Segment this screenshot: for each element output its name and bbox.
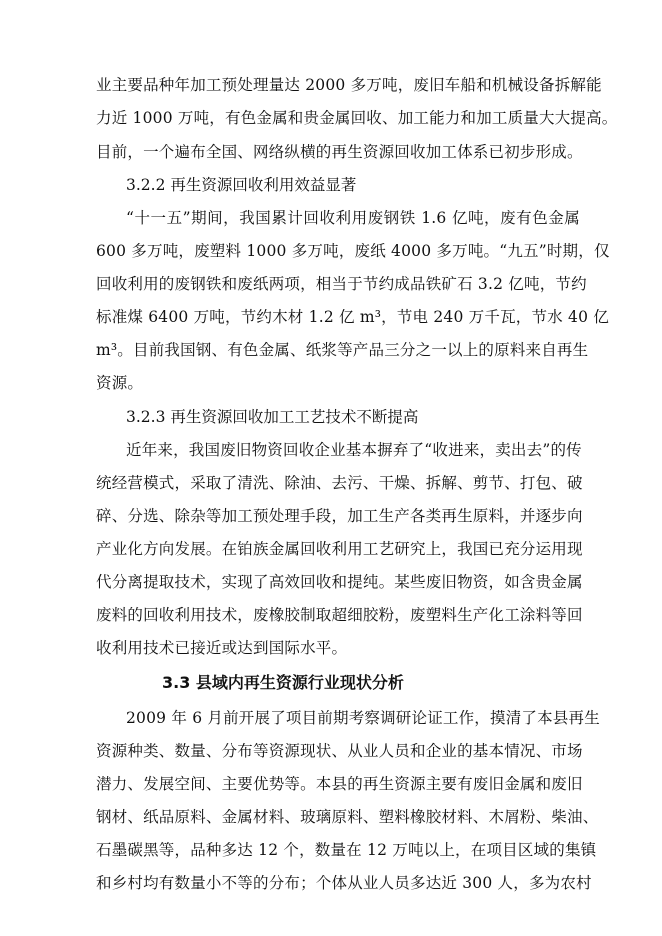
section-heading-3-2-2: 3.2.2 再生资源回收利用效益显著 — [126, 176, 357, 194]
paragraph-3-line-5: 代分离提取技术，实现了高效回收和提纯。某些废旧物资，如含贵金属 — [96, 573, 583, 591]
paragraph-2-line-4: 标准煤 6400 万吨，节约木材 1.2 亿 m³，节电 240 万千瓦，节水 40 亿 — [96, 308, 609, 326]
paragraph-3-line-2: 统经营模式，采取了清洗、除油、去污、干燥、拆解、剪节、打包、破 — [96, 474, 583, 492]
paragraph-4-line-4: 钢材、纸品原料、金属材料、玻璃原料、塑料橡胶材料、木屑粉、柴油、 — [96, 808, 599, 826]
paragraph-4-line-2: 资源种类、数量、分布等资源现状、从业人员和企业的基本情况、市场 — [96, 742, 583, 760]
paragraph-4-line-3: 潜力、发展空间、主要优势等。本县的再生资源主要有废旧金属和废旧 — [96, 775, 583, 793]
section-heading-3-3: 3.3 县域内再生资源行业现状分析 — [162, 673, 404, 692]
paragraph-2-line-2: 600 多万吨，废塑料 1000 多万吨，废纸 4000 多万吨。“九五”时期，仅 — [96, 242, 610, 260]
paragraph-3-line-6: 废料的回收利用技术，废橡胶制取超细胶粉，废塑料生产化工涂料等回 — [96, 606, 583, 624]
paragraph-3-line-3: 碎、分选、除杂等加工预处理手段，加工生产各类再生原料，并逐步向 — [96, 507, 583, 525]
paragraph-4-line-5: 石墨碳黑等，品种多达 12 个，数量在 12 万吨以上，在项目区域的集镇 — [96, 841, 597, 859]
paragraph-2-line-6: 资源。 — [96, 374, 144, 392]
paragraph-2-line-1: “十一五”期间，我国累计回收利用废钢铁 1.6 亿吨，废有色金属 — [126, 209, 580, 227]
section-heading-3-2-3: 3.2.3 再生资源回收加工工艺技术不断提高 — [126, 408, 419, 426]
paragraph-1-line-1: 业主要品种年加工预处理量达 2000 多万吨，废旧车船和机械设备拆解能 — [96, 76, 602, 94]
paragraph-4-line-1: 2009 年 6 月前开展了项目前期考察调研论证工作，摸清了本县再生 — [126, 709, 600, 727]
paragraph-2-line-3: 回收利用的废钢铁和废纸两项，相当于节约成品铁矿石 3.2 亿吨，节约 — [96, 275, 587, 293]
paragraph-2-line-5: m³。目前我国钢、有色金属、纸浆等产品三分之一以上的原料来自再生 — [96, 341, 589, 359]
paragraph-1-line-2: 力近 1000 万吨，有色金属和贵金属回收、加工能力和加工质量大大提高。 — [96, 109, 618, 127]
paragraph-3-line-1: 近年来，我国废旧物资回收企业基本摒弃了“收进来，卖出去”的传 — [126, 441, 582, 459]
paragraph-4-line-6: 和乡村均有数量小不等的分布；个体从业人员多达近 300 人，多为农村 — [96, 874, 592, 892]
paragraph-3-line-4: 产业化方向发展。在铂族金属回收利用工艺研究上，我国已充分运用现 — [96, 540, 583, 558]
paragraph-3-line-7: 收利用技术已接近或达到国际水平。 — [96, 639, 348, 657]
paragraph-1-line-3: 目前，一个遍布全国、网络纵横的再生资源回收加工体系已初步形成。 — [96, 143, 583, 161]
